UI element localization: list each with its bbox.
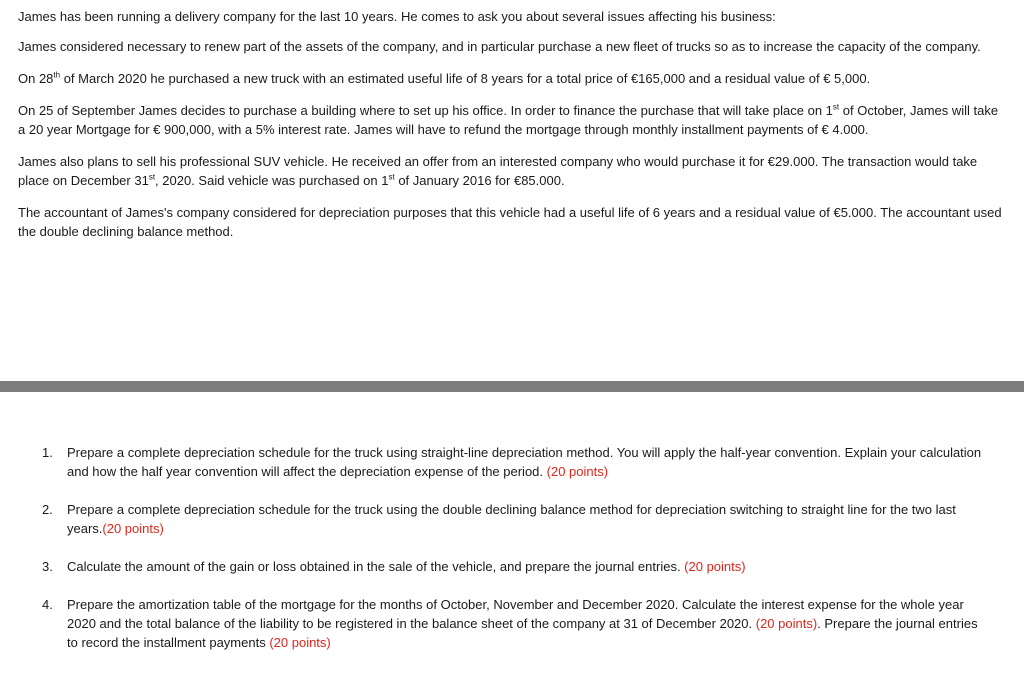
question-text: Calculate the amount of the gain or loss obtained in the sale of the vehicle, and prepare the journal entries. (20 points) [67, 559, 746, 574]
question-list [42, 443, 992, 671]
case-description [18, 7, 1008, 254]
question-number: 1. [42, 445, 53, 460]
truck-purchase-paragraph: On 28th of March 2020 he purchased a new truck with an estimated useful life of 8 years for a total price of €165,000 and a residual value of € 5,000. [18, 70, 871, 86]
question-number: 4. [42, 597, 53, 612]
question-item [42, 557, 992, 576]
question-number: 2. [42, 502, 53, 517]
question-text: Prepare a complete depreciation schedule for the truck using straight-line depreciation method. You will apply the half-year convention. Explain your calculation and how the half year convention will affect the depreciation expense of the period. (20 points) [67, 445, 982, 479]
points-label: (20 points) [102, 521, 164, 536]
question-item [42, 595, 992, 652]
question-text: Prepare a complete depreciation schedule for the truck using the double declining balance method for depreciation switching to straight line for the two last years.(20 points) [67, 502, 956, 536]
intro-paragraph: James has been running a delivery company for the last 10 years. He comes to ask you about several issues affecting his business: [18, 9, 776, 24]
question-item [42, 443, 992, 481]
question-text: Prepare the amortization table of the mortgage for the months of October, November and December 2020. Calculate the interest expense for the whole year 2020 and the total balance of the liability to be registered in the balance sheet of the company at 31 of December 2020. (20 points). Prepare the journal entries to record the installment payments (20 points) [67, 597, 978, 650]
points-label: (20 points) [755, 616, 818, 631]
points-label: (20 points) [684, 559, 746, 574]
points-label: (20 points) [546, 464, 609, 479]
section-divider [0, 381, 1024, 392]
points-label: (20 points) [269, 635, 331, 650]
question-item [42, 500, 992, 538]
suv-sale-paragraph: James also plans to sell his professional SUV vehicle. He received an offer from an interested company who would purchase it for €29.000. The transaction would take place on December 31st, 2020. Said vehicle was purchased on 1st of January 2016 for €85.000. [18, 154, 978, 188]
accountant-paragraph: The accountant of James's company considered for depreciation purposes that this vehicle had a useful life of 6 years and a residual value of €5.000. The accountant used the double declining balance method. [18, 205, 1002, 239]
question-number: 3. [42, 559, 53, 574]
renew-assets-paragraph: James considered necessary to renew part of the assets of the company, and in particular purchase a new fleet of trucks so as to increase the capacity of the company. [18, 39, 981, 54]
building-mortgage-paragraph: On 25 of September James decides to purchase a building where to set up his office. In order to finance the purchase that will take place on 1st of October, James will take a 20 year Mortgage for € 900,000, with a 5% interest rate. James will have to refund the mortgage through monthly installment payments of € 4.000. [18, 102, 999, 137]
